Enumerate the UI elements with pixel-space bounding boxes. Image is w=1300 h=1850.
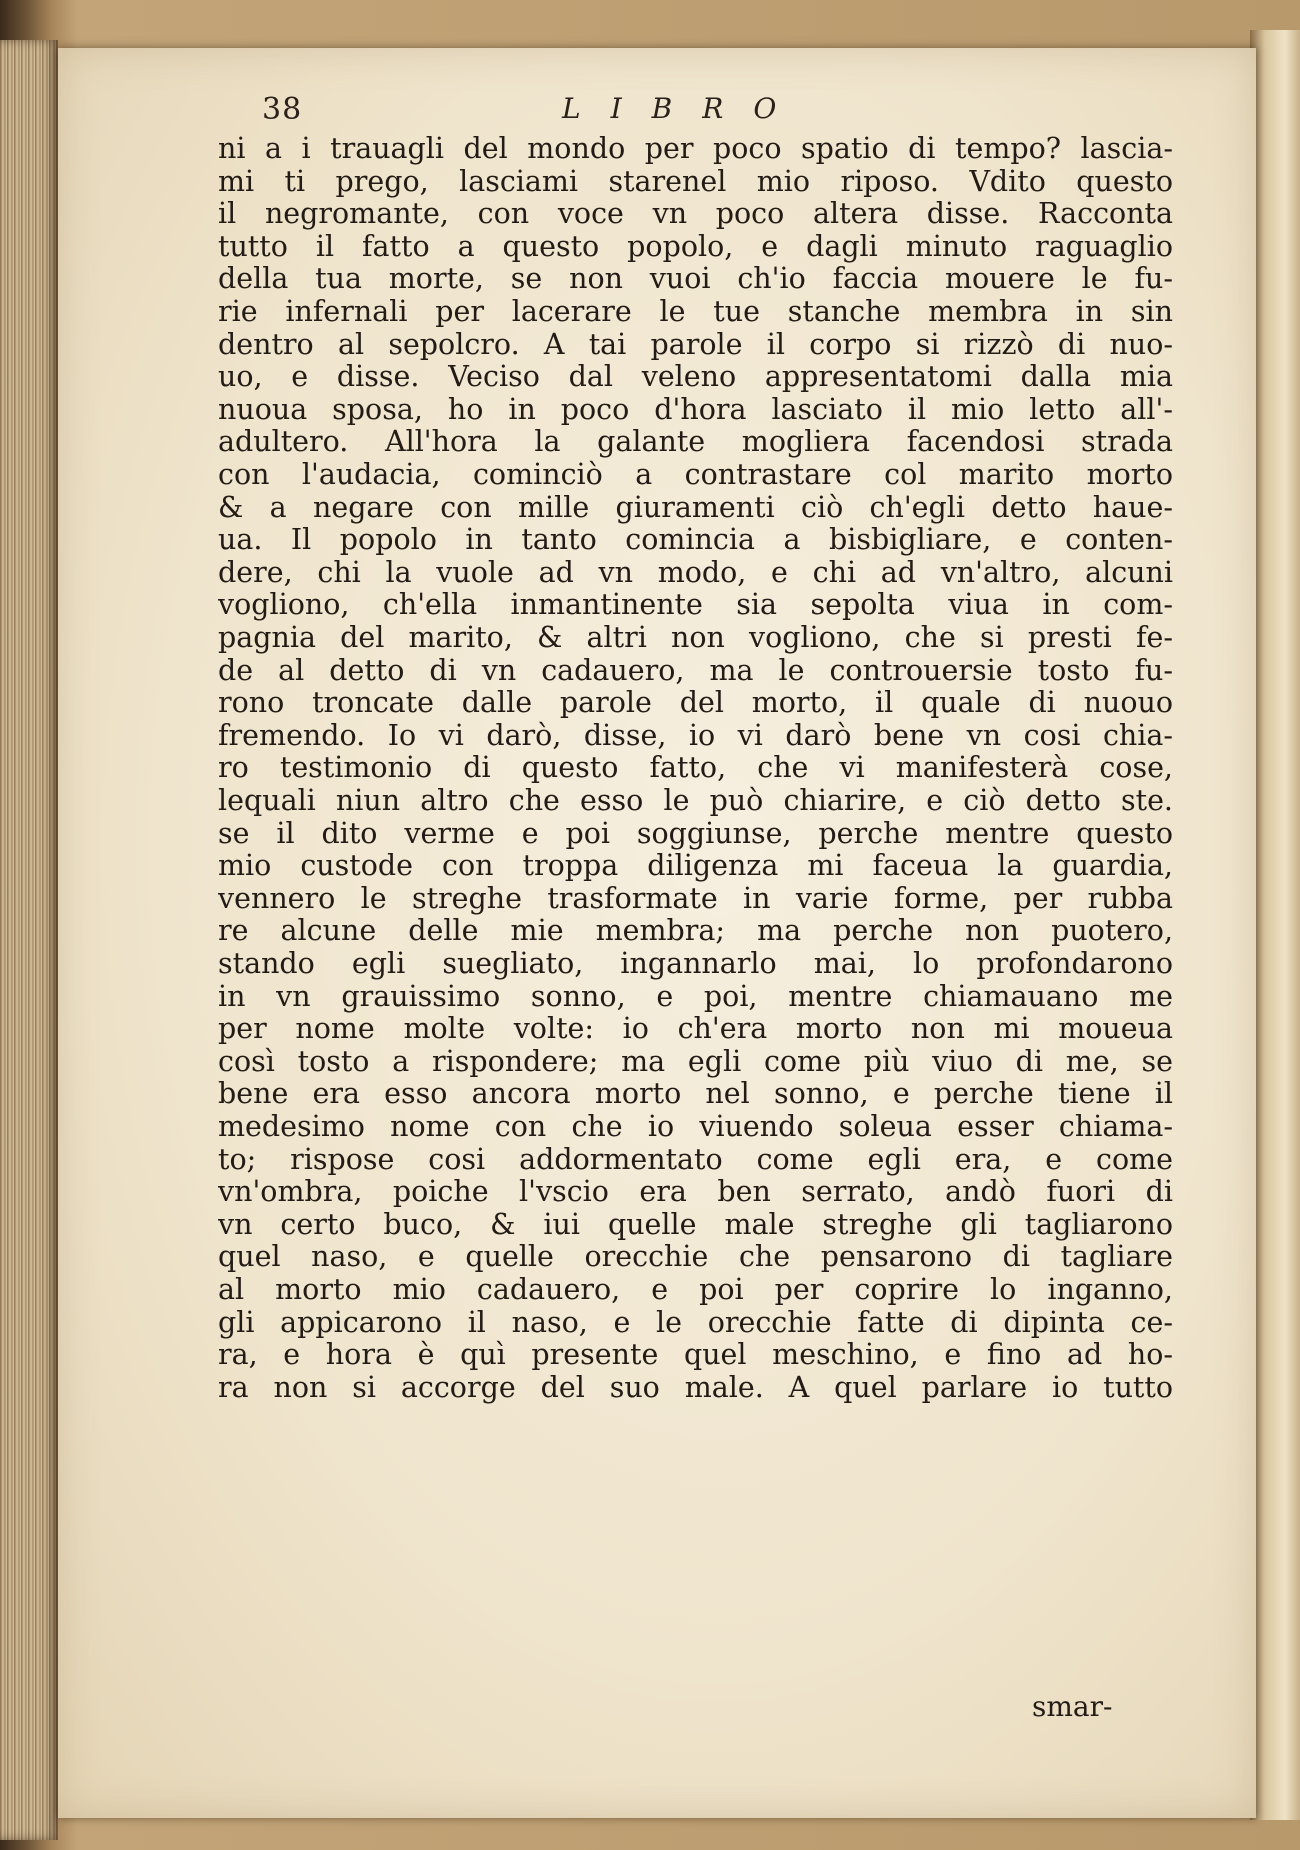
text-line: stando egli suegliato, ingannarlo mai, lo profondarono bbox=[218, 947, 1173, 980]
text-line: mi ti prego, lasciami starenel mio riposo. Vdito questo bbox=[218, 164, 1173, 198]
text-line: vogliono, ch'ella inmantinente sia sepolta viua in com- bbox=[218, 588, 1173, 622]
text-line: vennero le streghe trasformate in varie forme, per rubba bbox=[218, 881, 1173, 915]
text-line: il negromante, con voce vn poco altera disse. Racconta bbox=[218, 197, 1173, 231]
page-header bbox=[262, 92, 822, 132]
text-line: rono troncate dalle parole del morto, il quale di nuouo bbox=[218, 686, 1173, 720]
text-line: uo, e disse. Veciso dal veleno appresentatomi dalla mia bbox=[218, 360, 1173, 394]
text-line: con l'audacia, cominciò a contrastare col marito morto bbox=[218, 458, 1173, 491]
text-line: ni a i trauagli del mondo per poco spatio di tempo? lascia- bbox=[218, 132, 1173, 165]
text-line: dentro al sepolcro. A tai parole il corpo si rizzò di nuo- bbox=[218, 327, 1173, 361]
text-line: to; rispose cosi addormentato come egli era, e come bbox=[218, 1142, 1173, 1176]
text-line: per nome molte volte: io ch'era morto non mi moueua bbox=[218, 1012, 1173, 1046]
page-edges-right bbox=[1250, 30, 1300, 1820]
text-line: ra non si accorge del suo male. A quel parlare io tutto bbox=[218, 1370, 1173, 1404]
text-line: & a negare con mille giuramenti ciò ch'egli detto haue- bbox=[218, 490, 1173, 524]
text-line: gli appicarono il naso, e le orecchie fatte di dipinta ce- bbox=[218, 1305, 1173, 1339]
text-line: rie infernali per lacerare le tue stanche membra in sin bbox=[218, 295, 1173, 328]
text-line: così tosto a rispondere; ma egli come più viuo di me, se bbox=[218, 1044, 1173, 1078]
text-line: de al detto di vn cadauero, ma le controuersie tosto fu- bbox=[218, 653, 1173, 687]
text-line: in vn grauissimo sonno, e poi, mentre chiamauano me bbox=[218, 979, 1173, 1013]
text-line: tutto il fatto a questo popolo, e dagli minuto raguaglio bbox=[218, 229, 1173, 263]
text-line: pagnia del marito, & altri non vogliono, che si presti fe- bbox=[218, 621, 1173, 654]
page-number: 38 bbox=[262, 92, 303, 127]
text-line: bene era esso ancora morto nel sonno, e perche tiene il bbox=[218, 1077, 1173, 1111]
text-line: lequali niun altro che esso le può chiarire, e ciò detto ste. bbox=[218, 784, 1173, 817]
text-line: vn'ombra, poiche l'vscio era ben serrato, andò fuori di bbox=[218, 1175, 1173, 1209]
catchword: smar- bbox=[1032, 1690, 1113, 1723]
text-line: nuoua sposa, ho in poco d'hora lasciato il mio letto all'- bbox=[218, 392, 1173, 426]
text-line: vn certo buco, & iui quelle male streghe gli tagliarono bbox=[218, 1207, 1173, 1241]
body-text bbox=[218, 130, 1173, 1710]
text-line: dere, chi la vuole ad vn modo, e chi ad vn'altro, alcuni bbox=[218, 555, 1173, 589]
running-head: LIBRO bbox=[562, 92, 807, 125]
text-line: re alcune delle mie membra; ma perche non puotero, bbox=[218, 914, 1173, 948]
text-line: se il dito verme e poi soggiunse, perche mentre questo bbox=[218, 816, 1173, 850]
text-line: della tua morte, se non vuoi ch'io faccia mouere le fu- bbox=[218, 262, 1173, 296]
text-line: ra, e hora è quì presente quel meschino, e fino ad ho- bbox=[218, 1338, 1173, 1372]
text-line: adultero. All'hora la galante mogliera facendosi strada bbox=[218, 425, 1173, 459]
text-line: ua. Il popolo in tanto comincia a bisbigliare, e conten- bbox=[218, 523, 1173, 557]
text-line: ro testimonio di questo fatto, che vi manifesterà cose, bbox=[218, 751, 1173, 785]
text-line: quel naso, e quelle orecchie che pensarono di tagliare bbox=[218, 1240, 1173, 1274]
text-line: medesimo nome con che io viuendo soleua esser chiama- bbox=[218, 1110, 1173, 1143]
page-edges-left bbox=[0, 40, 58, 1840]
text-line: mio custode con troppa diligenza mi faceua la guardia, bbox=[218, 849, 1173, 883]
text-line: fremendo. Io vi darò, disse, io vi darò bene vn cosi chia- bbox=[218, 718, 1173, 752]
text-line: al morto mio cadauero, e poi per coprire lo inganno, bbox=[218, 1273, 1173, 1306]
